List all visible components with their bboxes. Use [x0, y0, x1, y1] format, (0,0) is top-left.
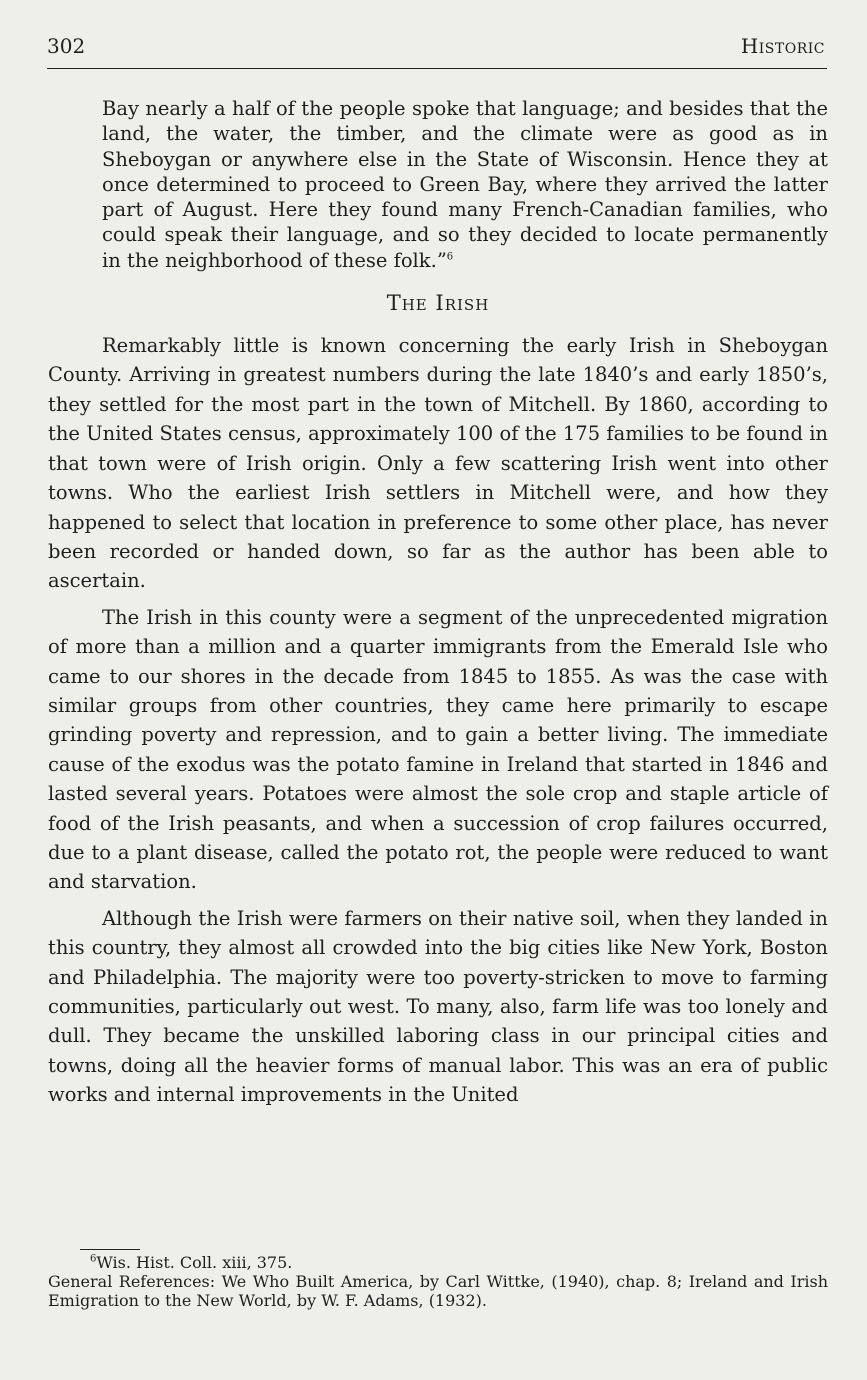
page-number: 302 — [47, 34, 86, 58]
footnote-6-text: Wis. Hist. Coll. xiii, 375. — [96, 1253, 293, 1272]
footnote-rule — [80, 1249, 140, 1250]
footnotes — [48, 1253, 828, 1310]
section-heading: The Irish — [386, 291, 490, 316]
page-body — [48, 96, 828, 1110]
paragraph-1: Remarkably little is known concerning the early Irish in Sheboygan County. Arriving in greatest numbers during the late 1840’s and early 1850’s, they settled for the most part in the town of Mitchell. By 1860, according to the United States census, approximately 100 of the 175 families to be found in that town were of Irish origin. Only a few scattering Irish went into other towns. Who the earliest Irish settlers in Mitchell were, and how they happened to select that location in preference to some other place, has never been recorded or handed down, so far as the author has been able to ascertain. — [48, 334, 828, 593]
footnote-6 — [48, 1253, 828, 1272]
paragraph-3: Although the Irish were farmers on their native soil, when they landed in this country, they almost all crowded into the big cities like New York, Boston and Philadelphia. The majority were too poverty-stricken to move to farming communities, particularly out west. To many, also, farm life was too lonely and dull. They became the unskilled laboring class in our principal cities and towns, doing all the heavier forms of manual labor. This was an era of public works and internal improvements in the United — [48, 906, 828, 1107]
paragraph-2: The Irish in this county were a segment of the unprecedented migration of more than a million and a quarter immigrants from the Emerald Isle who came to our shores in the decade from 1845 to 1855. As was the case with similar groups from other countries, they came here primarily to escape grinding poverty and repression, and to gain a better living. The immediate cause of the exodus was the potato famine in Ireland that started in 1846 and lasted several years. Potatoes were almost the sole crop and staple article of food of the Irish peasants, and when a succession of crop failures occurred, due to a plant disease, called the potato rot, the people were reduced to want and starvation. — [48, 605, 828, 894]
footnote-ref: 6 — [446, 251, 454, 263]
page-header — [47, 34, 825, 62]
running-title: Historic — [740, 34, 825, 58]
general-references: General References: We Who Built America, by Carl Wittke, (1940), chap. 8; Ireland and Irish Emigration to the New World, by W. F. Adams, (1932). — [48, 1272, 828, 1310]
quote-text: Bay nearly a half of the people spoke that language; and besides that the land, the water, the timber, and the climate were as good as in Sheboygan or anywhere else in the State of Wisconsin. Hence they at once determined to proceed to Green Bay, where they arrived the latter part of August. Here they found many French-Canadian families, who could speak their language, and so they decided to locate permanently in the neighborhood of these folk.” — [102, 97, 828, 272]
footnote-marker: 6 — [90, 1253, 97, 1265]
header-rule — [47, 68, 827, 69]
block-quote — [102, 96, 828, 273]
